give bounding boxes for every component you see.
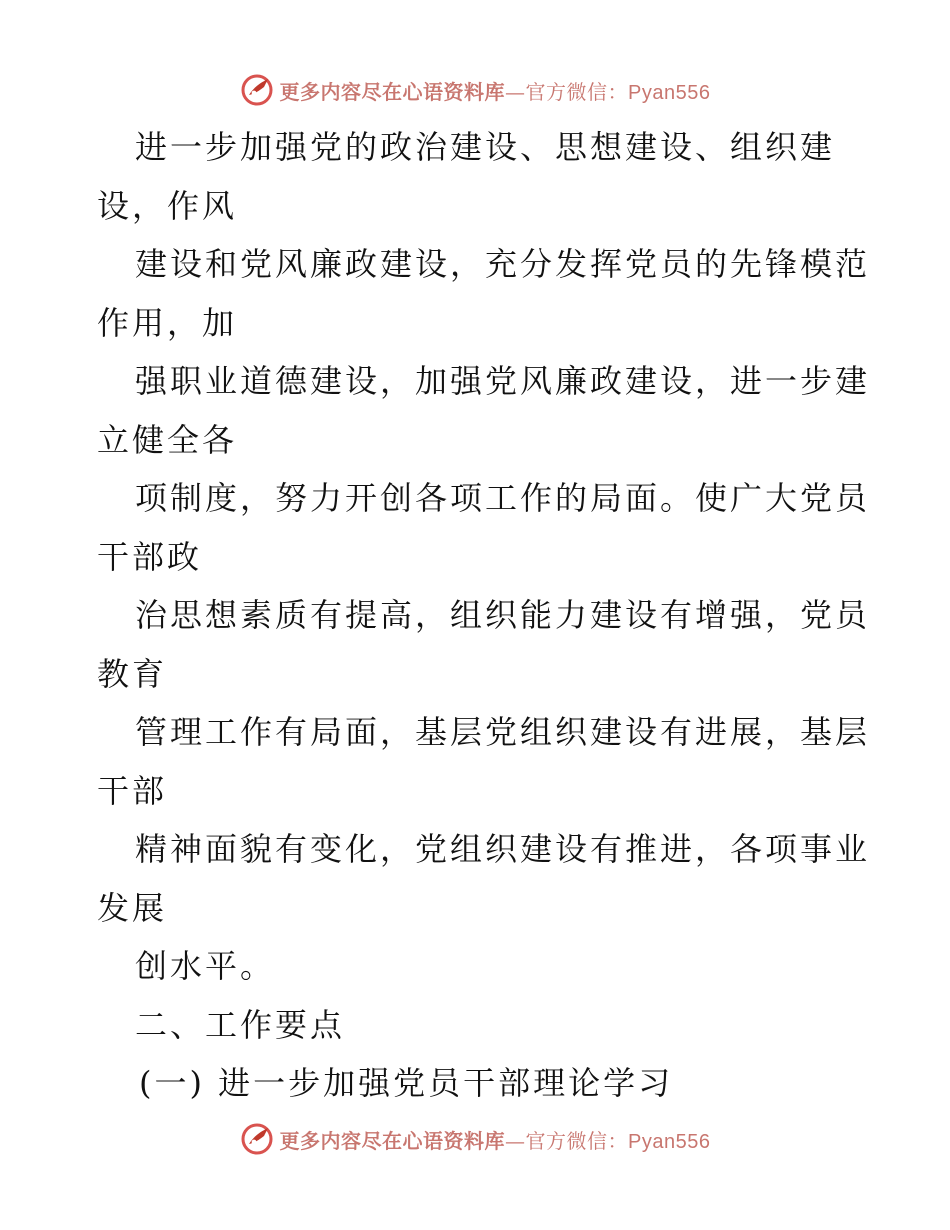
document-body xyxy=(97,118,871,1113)
body-line: 精神面貌有变化，党组织建设有推进，各项事业 xyxy=(135,830,871,868)
watermark-wechat-id: Pyan556 xyxy=(628,1130,711,1153)
body-line: 项制度，努力开创各项工作的局面。使广大党员 xyxy=(135,479,871,517)
header-watermark xyxy=(0,70,950,110)
body-line: 干部政 xyxy=(97,537,203,576)
watermark-wechat-id: Pyan556 xyxy=(628,81,711,104)
watermark-text xyxy=(280,76,711,105)
body-line: 建设和党风廉政建设，充分发挥党员的先锋模范 xyxy=(135,245,871,283)
body-line: 作用，加 xyxy=(97,303,238,342)
watermark-dash: — xyxy=(505,1128,526,1153)
body-line: 创水平。 xyxy=(135,947,276,985)
watermark-suffix: 官方微信： xyxy=(525,1128,629,1153)
watermark-main: 更多内容尽在心语资料库 xyxy=(279,1128,506,1153)
body-line: 设，作风 xyxy=(97,186,238,225)
brand-logo-icon xyxy=(240,1122,274,1156)
body-line: 治思想素质有提高，组织能力建设有增强，党员 xyxy=(135,596,871,634)
body-line: 管理工作有局面，基层党组织建设有进展，基层 xyxy=(135,713,871,751)
body-line: 强职业道德建设，加强党风廉政建设，进一步建 xyxy=(135,362,871,400)
watermark-dash: — xyxy=(505,79,526,104)
watermark-text xyxy=(280,1125,711,1154)
brand-logo-icon xyxy=(240,73,274,107)
body-line: 教育 xyxy=(97,654,168,693)
subsection-heading: (一) 进一步加强党员干部理论学习 xyxy=(139,1064,674,1102)
body-line: 干部 xyxy=(97,771,168,810)
footer-watermark xyxy=(0,1119,950,1159)
body-line: 发展 xyxy=(97,888,168,927)
section-heading: 二、工作要点 xyxy=(135,1005,346,1044)
body-line: 进一步加强党的政治建设、思想建设、组织建 xyxy=(135,128,836,166)
watermark-main: 更多内容尽在心语资料库 xyxy=(279,79,506,104)
watermark-suffix: 官方微信： xyxy=(525,79,629,104)
body-line: 立健全各 xyxy=(97,420,238,459)
